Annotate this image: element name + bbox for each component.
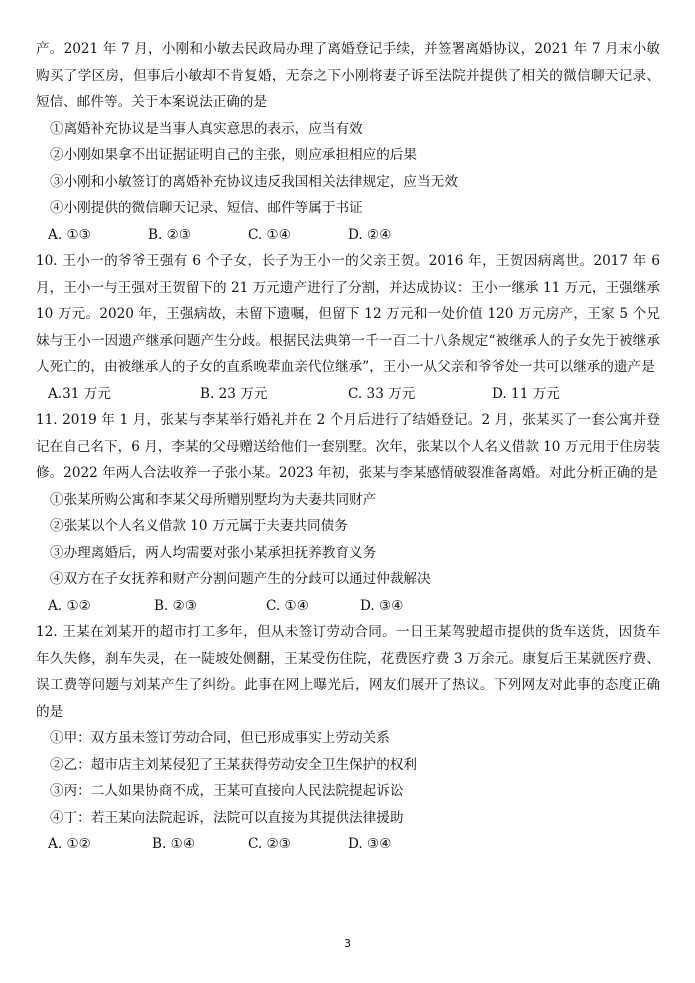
statement-2: ②乙：超市店主刘某侵犯了王某获得劳动安全卫生保护的权利 [50,756,418,773]
statement-3: ③丙：二人如果协商不成，王某可直接向人民法院提起诉讼 [50,783,404,799]
choice-d[interactable]: D. 11 万元 [492,385,560,402]
choice-c[interactable]: C. ②③ [248,836,291,852]
choice-a[interactable]: A. ①③ [48,226,91,243]
question-9-stem: 产。2021 年 7 月，小刚和小敏去民政局办理了离婚登记手续，并签署离婚协议，2021 年 7 月末小敏购买了学区房，但事后小敏却不肯复婚，无奈之下小刚将妻子诉至法院并提供了相关的微信聊天记录、短信、邮件等。关于本案说法正确的是 [36,41,660,110]
choice-b[interactable]: B. ②③ [154,597,198,614]
question-10 [36,248,660,407]
choice-c[interactable]: C. ①④ [248,226,291,243]
choice-b[interactable]: B. ①④ [152,836,196,852]
choice-a[interactable]: A. ①② [48,836,91,852]
exam-page [36,36,660,858]
statement-1: ①离婚补充协议是当事人真实意思的表示，应当有效 [50,120,363,137]
question-9 [36,36,660,248]
choice-b[interactable]: B. 23 万元 [200,385,268,402]
choice-d[interactable]: D. ②④ [348,226,392,243]
answer-choices [36,831,660,858]
answer-choices [36,381,660,408]
answer-choices [36,222,660,249]
choice-d[interactable]: D. ③④ [348,836,392,852]
statement-3: ③小刚和小敏签订的离婚补充协议违反我国相关法律规定，应当无效 [50,173,458,190]
statement-1: ①甲：双方虽未签订劳动合同，但已形成事实上劳动关系 [50,730,390,746]
statement-4: ④丁：若王某向法院起诉，法院可以直接为其提供法律援助 [50,809,404,826]
statement-2: ②张某以个人名义借款 10 万元属于夫妻共同债务 [50,518,348,534]
answer-choices [36,593,660,620]
question-11-stem: 11. 2019 年 1 月，张某与李某举行婚礼并在 2 个月后进行了结婚登记。2 月，张某买了一套公寓并登记在自己名下，6 月，李某的父母赠送给他们一套别墅。次年，张某以个人名义借款 10 万元用于住房装修。2022 年两人合法收养一子张小某。2023 年初，张某与李某感情破裂准备离婚。对此分析正确的是 [36,412,660,481]
question-12 [36,619,660,858]
question-11 [36,407,660,619]
statement-4: ④小刚提供的微信聊天记录、短信、邮件等属于书证 [50,200,363,216]
choice-a[interactable]: A.31 万元 [48,385,111,402]
choice-d[interactable]: D. ③④ [360,597,404,614]
statement-2: ②小刚如果拿不出证据证明自己的主张，则应承担相应的后果 [50,147,418,163]
choice-a[interactable]: A. ①② [48,597,91,614]
choice-c[interactable]: C. 33 万元 [348,385,416,402]
choice-b[interactable]: B. ②③ [148,226,192,243]
question-12-stem: 12. 王某在刘某开的超市打工多年，但从未签订劳动合同。一日王某驾驶超市提供的货车送货，因货车年久失修，刹车失灵，在一陡坡处侧翻，王某受伤住院，花费医疗费 3 万余元。康复后王某就医疗费、误工费等问题与刘某产生了纠纷。此事在网上曝光后，网友们展开了热议。下列网友对此事的态度正确的是 [36,624,660,720]
page-number: 3 [344,937,351,950]
statement-4: ④双方在子女抚养和财产分割问题产生的分歧可以通过仲裁解决 [50,571,431,587]
choice-c[interactable]: C. ①④ [266,597,309,614]
question-10-stem: 10. 王小一的爷爷王强有 6 个子女，长子为王小一的父亲王贺。2016 年，王贺因病离世。2017 年 6 月，王小一与王强对王贺留下的 21 万元遗产进行了分割，并达成协议：王小一继承 11 万元，王强继承 10 万元。2020 年，王强病故，未留下遗嘱，但留下 12 万元和一处价值 120 万元房产，王家 5 个兄妹与王小一因遗产继承问题产生分歧。根据民法典第一千一百二十八条规定“被继承人的子女先于被继承人死亡的，由被继承人的子女的直系晚辈血亲代位继承”，王小一从父亲和爷爷处一共可以继承的遗产是 [36,253,660,375]
statement-3: ③办理离婚后，两人均需要对张小某承担抚养教育义务 [50,544,377,561]
statement-1: ①张某所购公寓和李某父母所赠别墅均为夫妻共同财产 [50,491,377,508]
